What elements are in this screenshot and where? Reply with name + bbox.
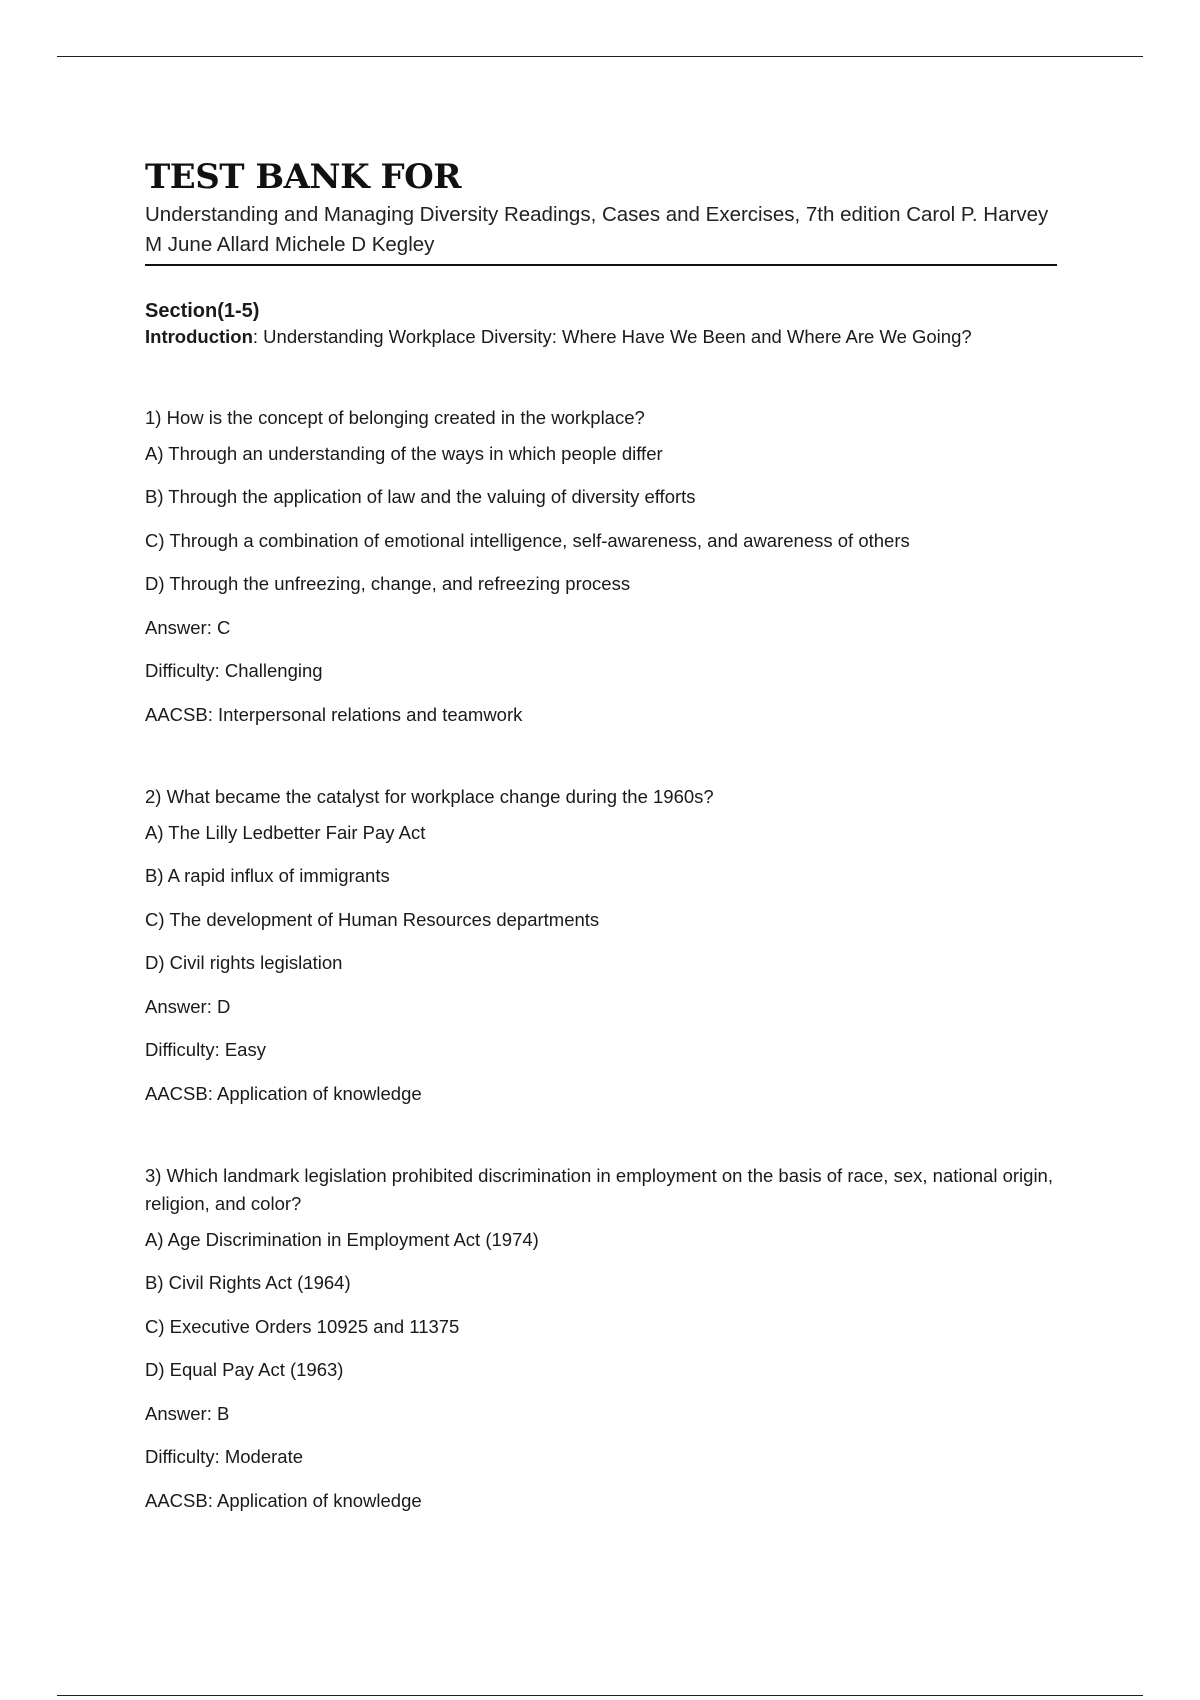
question-3 <box>145 1162 1065 1515</box>
option-d: D) Through the unfreezing, change, and refreezing process <box>145 573 631 595</box>
difficulty: Difficulty: Challenging <box>145 660 323 682</box>
option-b: B) Civil Rights Act (1964) <box>145 1272 351 1294</box>
bottom-rule <box>57 1695 1143 1696</box>
question-1 <box>145 404 1065 729</box>
option-c: C) Through a combination of emotional intelligence, self-awareness, and awareness of others <box>145 529 910 551</box>
option-c: C) The development of Human Resources departments <box>145 908 600 930</box>
option-d: D) Equal Pay Act (1963) <box>145 1359 344 1381</box>
answer: Answer: D <box>145 995 231 1017</box>
aacsb: AACSB: Interpersonal relations and teamwork <box>145 703 523 725</box>
introduction-text: : Understanding Workplace Diversity: Where Have We Been and Where Are We Going? <box>252 325 972 347</box>
document-body <box>145 150 1065 1515</box>
section-heading: Section(1-5) <box>145 299 260 322</box>
question-2 <box>145 783 1065 1108</box>
answer: Answer: C <box>145 616 231 638</box>
option-d: D) Civil rights legislation <box>145 952 343 974</box>
difficulty: Difficulty: Easy <box>145 1039 266 1061</box>
difficulty: Difficulty: Moderate <box>145 1446 303 1468</box>
document-subtitle: Understanding and Managing Diversity Readings, Cases and Exercises, 7th edition Carol P. Harvey M June Allard Michele D Kegley <box>145 200 1057 266</box>
question-text: 1) How is the concept of belonging created in the workplace? <box>145 406 645 428</box>
option-b: B) A rapid influx of immigrants <box>145 865 390 887</box>
top-rule <box>57 56 1143 57</box>
question-text: 3) Which landmark legislation prohibited discrimination in employment on the basis of race, sex, national origin, religion, and color? <box>145 1164 1053 1214</box>
document-title: TEST BANK FOR <box>145 157 462 197</box>
option-a: A) Age Discrimination in Employment Act (1974) <box>145 1228 539 1250</box>
option-a: A) Through an understanding of the ways in which people differ <box>145 442 663 464</box>
question-text: 2) What became the catalyst for workplace change during the 1960s? <box>145 785 714 807</box>
option-b: B) Through the application of law and the valuing of diversity efforts <box>145 486 696 508</box>
introduction-label: Introduction <box>145 325 253 347</box>
aacsb: AACSB: Application of knowledge <box>145 1489 422 1511</box>
option-a: A) The Lilly Ledbetter Fair Pay Act <box>145 821 426 843</box>
option-c: C) Executive Orders 10925 and 11375 <box>145 1315 460 1337</box>
answer: Answer: B <box>145 1402 230 1424</box>
aacsb: AACSB: Application of knowledge <box>145 1082 422 1104</box>
introduction-line <box>145 324 1065 350</box>
